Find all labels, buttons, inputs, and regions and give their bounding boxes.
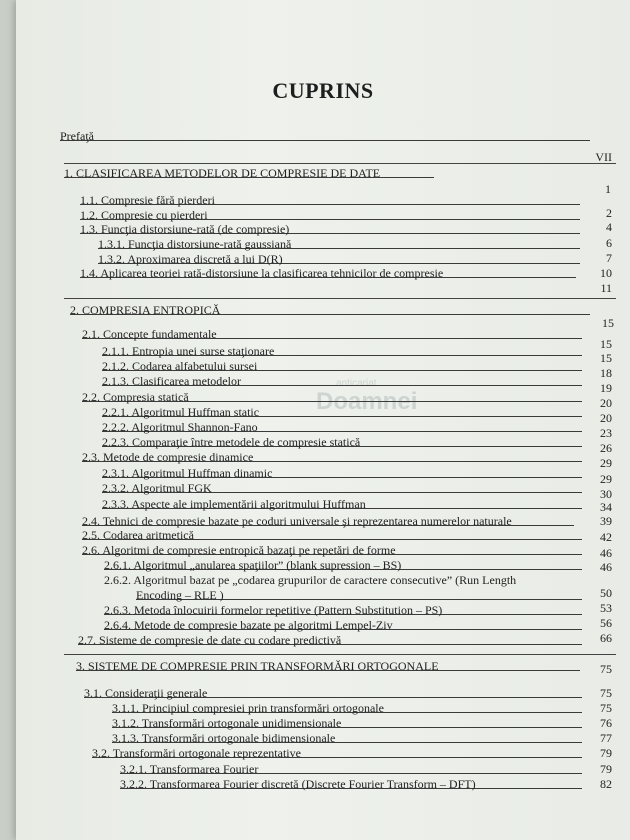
toc-entry-label: 2.1. Concepte fundamentale: [82, 327, 217, 341]
toc-page-number: 39: [600, 514, 612, 528]
toc-entry-chapter-2[interactable]: [70, 303, 590, 317]
toc-entry-2-2[interactable]: [82, 390, 582, 404]
toc-entry-3-1-2[interactable]: [112, 716, 582, 730]
toc-entry-label: 1.2. Compresie cu pierderi: [80, 208, 208, 222]
toc-entry-3-2-2[interactable]: [120, 777, 582, 791]
toc-page-number: 29: [600, 456, 612, 470]
toc-entry-prefata[interactable]: [60, 129, 590, 143]
toc-entry-2-1-3[interactable]: [102, 374, 582, 388]
toc-page-number: 77: [600, 731, 612, 745]
toc-page-number: 29: [600, 472, 612, 486]
toc-entry-2-2-3[interactable]: [102, 435, 582, 449]
toc-page-number: 18: [600, 366, 612, 380]
toc-entry-label: 3.1.2. Transformări ortogonale unidimensionale: [112, 716, 342, 730]
section-divider: [64, 298, 616, 299]
toc-page-number: 2: [606, 206, 612, 220]
toc-entry-2-6[interactable]: [82, 543, 582, 557]
section-divider: [64, 163, 616, 164]
toc-page-number: 7: [606, 251, 612, 265]
toc-entry-label: 2.2.2. Algoritmul Shannon-Fano: [102, 420, 258, 434]
toc-entry-label: 3. SISTEME DE COMPRESIE PRIN TRANSFORMĂRI ORTOGONALE: [76, 659, 439, 673]
toc-entry-label: 2.6.1. Algoritmul „anularea spaţiilor” (blank supression – BS): [104, 558, 402, 572]
toc-page-number: 53: [600, 601, 612, 615]
toc-page-number: 1: [605, 182, 611, 196]
toc-entry-2-3-2[interactable]: [102, 481, 582, 495]
toc-entry-1-1[interactable]: [80, 193, 580, 207]
toc-page-number: 20: [600, 396, 612, 410]
toc-entry-label: 2.6.3. Metoda înlocuirii formelor repetitive (Pattern Substitution – PS): [104, 603, 443, 617]
toc-entry-label: 2.6.4. Metode de compresie bazate pe algoritmi Lempel-Ziv: [104, 618, 393, 632]
toc-page-number: 56: [600, 616, 612, 630]
toc-page-number: 15: [600, 351, 612, 365]
toc-page-number: VII: [595, 150, 612, 164]
toc-page-number: 20: [600, 411, 612, 425]
toc-entry-label: 3.2.2. Transformarea Fourier discretă (Discrete Fourier Transform – DFT): [120, 777, 476, 791]
toc-entry-2-6-4[interactable]: [104, 618, 582, 632]
toc-page-number: 23: [600, 426, 612, 440]
toc-entry-chapter-1[interactable]: [64, 166, 434, 180]
toc-entry-label: 2.6.2. Algoritmul bazat pe „codarea grupurilor de caractere consecutive” (Run Length: [104, 573, 517, 587]
toc-entry-1-2[interactable]: [80, 208, 580, 222]
toc-entry-1-3-1[interactable]: [98, 237, 580, 251]
toc-entry-label: 2.3.2. Algoritmul FGK: [102, 481, 212, 495]
toc-entry-label: 2.5. Codarea aritmetică: [82, 528, 194, 542]
toc-entry-3-2[interactable]: [92, 746, 582, 760]
toc-entry-label: 3.1.1. Principiul compresiei prin transformări ortogonale: [112, 701, 384, 715]
toc-entry-3-1[interactable]: [84, 686, 582, 700]
toc-entry-label: 3.1. Consideraţii generale: [84, 686, 208, 700]
toc-page-number: 75: [600, 686, 612, 700]
toc-page-number: 75: [600, 662, 612, 676]
toc-entry-1-3[interactable]: [80, 222, 580, 236]
toc-entry-label: 2.7. Sisteme de compresie de date cu codare predictivă: [78, 633, 342, 647]
toc-page-number: 34: [600, 500, 612, 514]
toc-entry-label: 2.4. Tehnici de compresie bazate pe coduri universale şi reprezentarea numerelor naturale: [82, 514, 512, 528]
toc-entry-1-4[interactable]: [80, 266, 576, 280]
toc-entry-label: 2.2.1. Algoritmul Huffman static: [102, 405, 260, 419]
toc-entry-chapter-3[interactable]: [76, 659, 580, 673]
toc-entry-label: 2.1.3. Clasificarea metodelor: [102, 374, 241, 388]
toc-entry-2-6-2-cont[interactable]: [136, 588, 582, 602]
toc-entry-label: 2.3. Metode de compresie dinamice: [82, 450, 254, 464]
toc-entry-label: Prefaţă: [60, 129, 94, 143]
toc-page-number: 26: [600, 441, 612, 455]
toc-entry-2-6-2[interactable]: [104, 573, 584, 587]
toc-entry-label: 2.2.3. Comparaţie între metodele de compresie statică: [102, 435, 361, 449]
toc-entry-2-2-1[interactable]: [102, 405, 582, 419]
toc-entry-label: 3.2.1. Transformarea Fourier: [120, 762, 259, 776]
toc-entry-2-1-1[interactable]: [102, 344, 582, 358]
toc-page-number: 15: [600, 337, 612, 351]
toc-page-number: 79: [600, 762, 612, 776]
toc-page-number: 46: [600, 546, 612, 560]
toc-entry-label: 1.4. Aplicarea teoriei rată-distorsiune la clasificarea tehnicilor de compresie: [80, 266, 444, 280]
toc-entry-2-3-1[interactable]: [102, 466, 582, 480]
toc-page-number: 11: [600, 281, 612, 295]
toc-page-number: 79: [600, 746, 612, 760]
toc-entry-2-1[interactable]: [82, 327, 582, 341]
toc-entry-2-2-2[interactable]: [102, 420, 582, 434]
toc-entry-label: 3.1.3. Transformări ortogonale bidimensionale: [112, 731, 336, 745]
book-page: [16, 0, 630, 840]
toc-page-number: 6: [606, 236, 612, 250]
section-divider: [64, 654, 616, 655]
page-title: CUPRINS: [272, 78, 374, 103]
toc-page-number: 82: [600, 777, 612, 791]
toc-page-number: 15: [602, 316, 614, 330]
toc-entry-label: 1. CLASIFICAREA METODELOR DE COMPRESIE DE DATE: [64, 166, 381, 180]
toc-entry-3-1-3[interactable]: [112, 731, 582, 745]
toc-entry-1-3-2[interactable]: [98, 252, 580, 266]
toc-entry-2-1-2[interactable]: [102, 359, 582, 373]
toc-entry-2-6-3[interactable]: [104, 603, 582, 617]
toc-page-number: 50: [600, 586, 612, 600]
toc-entry-label: 1.1. Compresie fără pierderi: [80, 193, 215, 207]
toc-page-number: 75: [600, 701, 612, 715]
toc-entry-2-3-3[interactable]: [102, 497, 582, 511]
toc-entry-label: 2.1.1. Entropia unei surse staţionare: [102, 344, 275, 358]
toc-entry-label: 2. COMPRESIA ENTROPICĂ: [70, 303, 221, 317]
toc-entry-label: 1.3.2. Aproximarea discretă a lui D(R): [98, 252, 283, 266]
toc-page-number: 10: [600, 266, 612, 280]
toc-page-number: 46: [600, 560, 612, 574]
toc-page-number: 4: [606, 220, 612, 234]
toc-page-number: 42: [600, 530, 612, 544]
toc-page-number: 30: [600, 487, 612, 501]
toc-entry-label: 1.3. Funcţia distorsiune-rată (de compresie): [80, 222, 290, 236]
toc-entry-label: 2.2. Compresia statică: [82, 390, 189, 404]
toc-entry-3-2-1[interactable]: [120, 762, 582, 776]
toc-entry-label: Encoding – RLE ): [136, 588, 224, 602]
toc-page-number: 66: [600, 631, 612, 645]
toc-entry-2-3[interactable]: [82, 450, 582, 464]
toc-entry-label: 2.3.3. Aspecte ale implementării algoritmului Huffman: [102, 497, 366, 511]
toc-page-number: 76: [600, 716, 612, 730]
toc-page-number: 19: [600, 381, 612, 395]
toc-entry-label: 2.1.2. Codarea alfabetului sursei: [102, 359, 258, 373]
toc-entry-label: 3.2. Transformări ortogonale reprezentative: [92, 746, 301, 760]
watermark-small-text: anticariat: [336, 378, 377, 389]
watermark-big-text: Doamnei: [316, 388, 418, 415]
toc-entry-2-7[interactable]: [78, 633, 582, 647]
toc-entry-2-4[interactable]: [82, 514, 574, 528]
toc-entry-label: 1.3.1. Funcţia distorsiune-rată gaussiană: [98, 237, 292, 251]
toc-entry-label: 2.6. Algoritmi de compresie entropică bazaţi pe repetări de forme: [82, 543, 396, 557]
toc-entry-label: 2.3.1. Algoritmul Huffman dinamic: [102, 466, 273, 480]
toc-entry-2-6-1[interactable]: [104, 558, 582, 572]
toc-entry-2-5[interactable]: [82, 528, 582, 542]
toc-entry-3-1-1[interactable]: [112, 701, 582, 715]
